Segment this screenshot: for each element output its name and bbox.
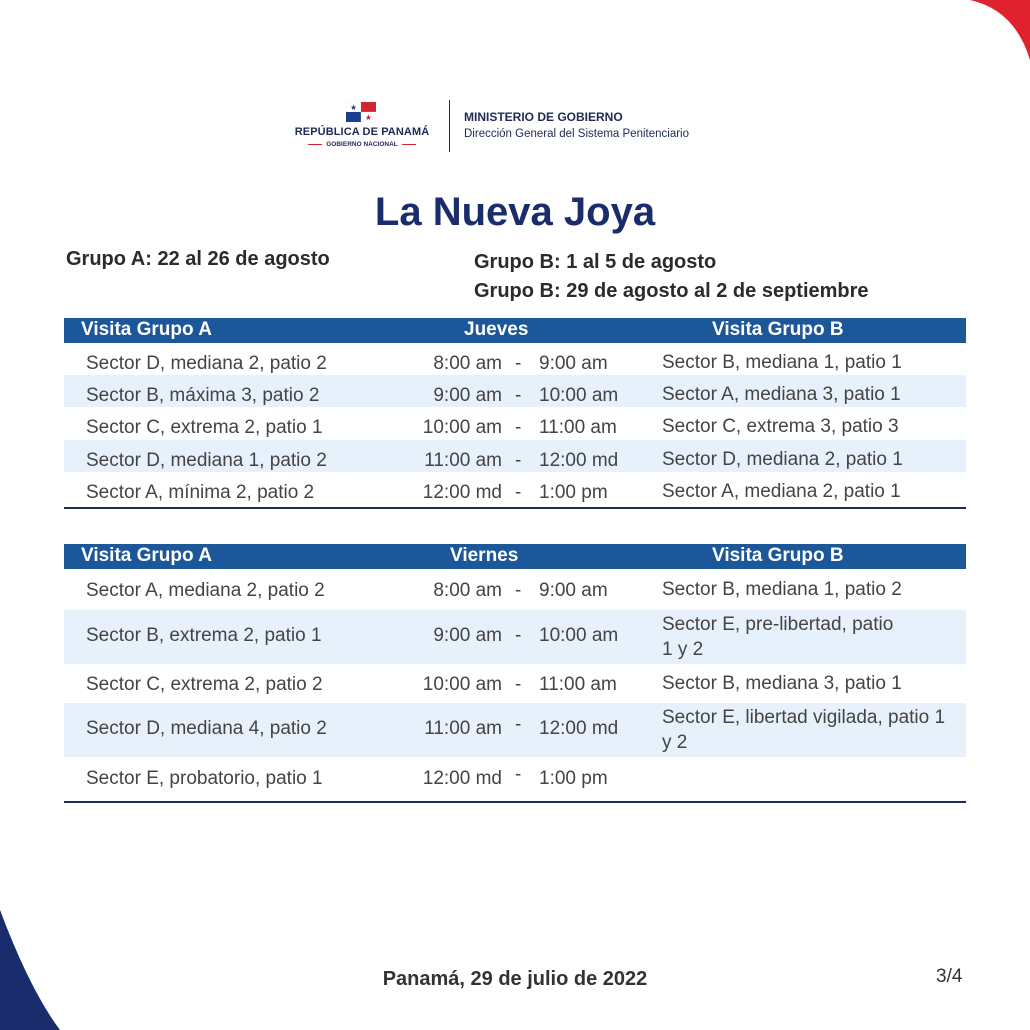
cell-group-a: Sector C, extrema 2, patio 1 bbox=[86, 417, 323, 438]
cell-separator: - bbox=[515, 450, 522, 471]
cell-end-time: 10:00 am bbox=[539, 385, 619, 406]
cell-end-time: 1:00 pm bbox=[539, 482, 608, 503]
page-title: La Nueva Joya bbox=[374, 190, 656, 234]
cell-end-time: 12:00 md bbox=[539, 450, 619, 471]
cell-group-a: Sector A, mínima 2, patio 2 bbox=[86, 482, 315, 503]
cell-group-b: Sector E, pre-libertad, patio 1 y 2 bbox=[662, 614, 894, 660]
cell-start-time: 11:00 am bbox=[424, 450, 502, 471]
table-bottom-rule bbox=[64, 801, 966, 803]
cell-group-b: Sector E, libertad vigilada, patio 1 y 2 bbox=[662, 707, 946, 753]
table-row bbox=[64, 375, 966, 407]
schedule-table-friday bbox=[64, 544, 966, 803]
cell-start-time: 8:00 am bbox=[433, 580, 502, 601]
cell-group-a: Sector A, mediana 2, patio 2 bbox=[86, 580, 325, 601]
cell-separator: - bbox=[515, 385, 522, 406]
cell-separator: - bbox=[515, 482, 522, 503]
cell-end-time: 11:00 am bbox=[539, 674, 617, 695]
table-row bbox=[64, 472, 966, 507]
cell-group-a: Sector B, extrema 2, patio 1 bbox=[86, 625, 322, 646]
table-row bbox=[64, 440, 966, 472]
cell-end-time: 10:00 am bbox=[539, 625, 619, 646]
header-group-b: Visita Grupo B bbox=[712, 319, 844, 340]
cell-start-time: 11:00 am bbox=[424, 718, 502, 739]
table-row bbox=[64, 664, 966, 703]
header-group-b: Visita Grupo B bbox=[712, 545, 844, 566]
government-label bbox=[288, 141, 436, 148]
table-row bbox=[64, 569, 966, 610]
cell-start-time: 12:00 md bbox=[422, 768, 502, 789]
cell-start-time: 9:00 am bbox=[433, 385, 502, 406]
cell-start-time: 8:00 am bbox=[433, 353, 502, 374]
cell-group-b: Sector D, mediana 2, patio 1 bbox=[662, 449, 903, 470]
table-row bbox=[64, 757, 966, 801]
table-row bbox=[64, 610, 966, 664]
table-header bbox=[64, 544, 966, 569]
cell-separator: - bbox=[515, 353, 522, 374]
ministry-name: MINISTERIO DE GOBIERNO bbox=[464, 110, 623, 124]
cell-group-b: Sector B, mediana 1, patio 2 bbox=[662, 579, 902, 600]
page-number: 3/4 bbox=[936, 966, 963, 987]
cell-group-a: Sector C, extrema 2, patio 2 bbox=[86, 674, 323, 695]
group-b-dates-2: Grupo B: 29 de agosto al 2 de septiembre bbox=[474, 280, 869, 302]
cell-separator: - bbox=[515, 417, 522, 438]
cell-group-b: Sector B, mediana 1, patio 1 bbox=[662, 352, 902, 373]
cell-group-a: Sector D, mediana 1, patio 2 bbox=[86, 450, 327, 471]
cell-separator: - bbox=[515, 714, 522, 735]
government-logo bbox=[288, 100, 436, 152]
header bbox=[288, 100, 758, 152]
panama-flag-icon bbox=[346, 102, 376, 122]
cell-group-a: Sector D, mediana 2, patio 2 bbox=[86, 353, 327, 374]
cell-group-b: Sector C, extrema 3, patio 3 bbox=[662, 416, 899, 437]
government-text: GOBIERNO NACIONAL bbox=[326, 141, 398, 148]
group-a-dates: Grupo A: 22 al 26 de agosto bbox=[66, 248, 330, 270]
schedule-table-thursday bbox=[64, 318, 966, 509]
cell-separator: - bbox=[515, 764, 522, 785]
header-day: Jueves bbox=[464, 319, 529, 340]
cell-separator: - bbox=[515, 625, 522, 646]
cell-end-time: 12:00 md bbox=[539, 718, 619, 739]
table-header bbox=[64, 318, 966, 343]
direction-name: Dirección General del Sistema Penitenciario bbox=[464, 128, 689, 140]
cell-separator: - bbox=[515, 674, 522, 695]
cell-group-a: Sector B, máxima 3, patio 2 bbox=[86, 385, 320, 406]
cell-start-time: 9:00 am bbox=[433, 625, 502, 646]
cell-group-a: Sector D, mediana 4, patio 2 bbox=[86, 718, 327, 739]
table-bottom-rule bbox=[64, 507, 966, 509]
footer-date: Panamá, 29 de julio de 2022 bbox=[382, 968, 648, 990]
table-row bbox=[64, 343, 966, 375]
table-row bbox=[64, 407, 966, 440]
republic-name: REPÚBLICA DE PANAMÁ bbox=[294, 126, 430, 138]
cell-end-time: 11:00 am bbox=[539, 417, 617, 438]
cell-end-time: 9:00 am bbox=[539, 580, 608, 601]
cell-group-b: Sector A, mediana 2, patio 1 bbox=[662, 481, 901, 502]
header-divider bbox=[449, 100, 450, 152]
header-day: Viernes bbox=[450, 545, 519, 566]
cell-separator: - bbox=[515, 580, 522, 601]
header-group-a: Visita Grupo A bbox=[81, 545, 212, 566]
group-b-dates-1: Grupo B: 1 al 5 de agosto bbox=[474, 251, 717, 273]
header-group-a: Visita Grupo A bbox=[81, 319, 212, 340]
cell-end-time: 1:00 pm bbox=[539, 768, 608, 789]
cell-end-time: 9:00 am bbox=[539, 353, 608, 374]
group-b-dates bbox=[474, 248, 869, 306]
corner-decoration-top-right bbox=[970, 0, 1030, 60]
cell-group-b: Sector B, mediana 3, patio 1 bbox=[662, 673, 902, 694]
cell-group-b: Sector A, mediana 3, patio 1 bbox=[662, 384, 901, 405]
cell-group-a: Sector E, probatorio, patio 1 bbox=[86, 768, 323, 789]
cell-start-time: 10:00 am bbox=[422, 674, 502, 695]
table-row bbox=[64, 703, 966, 757]
cell-start-time: 10:00 am bbox=[422, 417, 502, 438]
cell-start-time: 12:00 md bbox=[422, 482, 502, 503]
